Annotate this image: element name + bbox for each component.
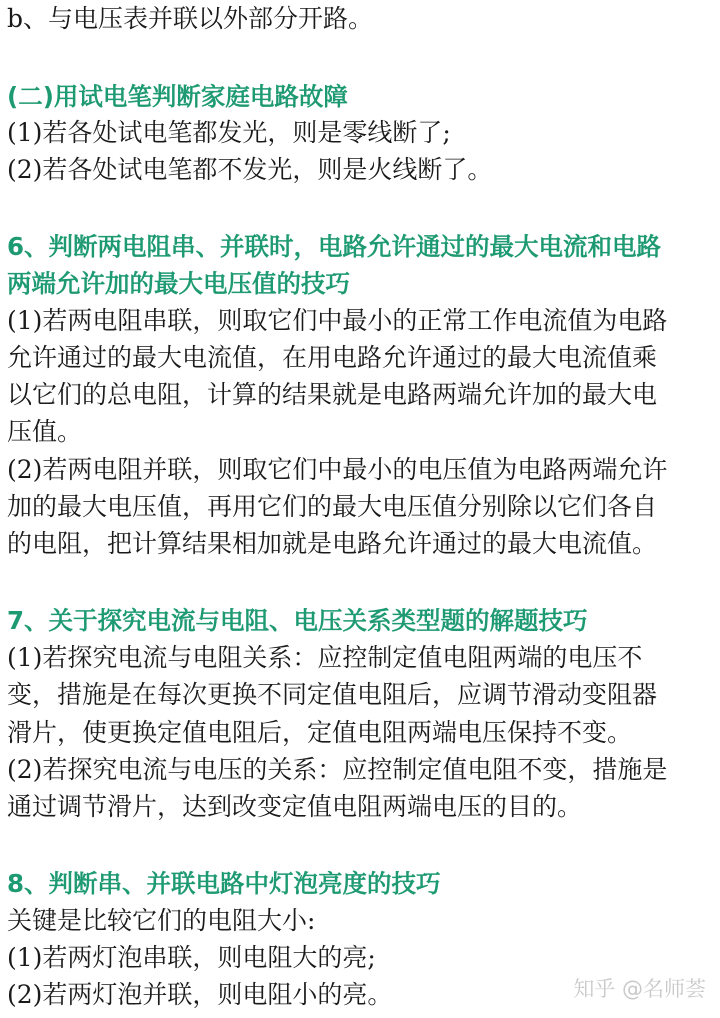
section-6-line-1: (1)若两电阻串联，则取它们中最小的正常工作电流值为电路 bbox=[7, 306, 668, 335]
section-2-item-2: (2)若各处试电笔都不发光，则是火线断了。 bbox=[7, 155, 493, 184]
section-6-heading-line-2: 两端允许加的最大电压值的技巧 bbox=[7, 269, 350, 298]
section-8-heading: 8、判断串、并联电路中灯泡亮度的技巧 bbox=[7, 869, 441, 898]
section-6-line-5: (2)若两电阻并联，则取它们中最小的电压值为电路两端允许 bbox=[7, 455, 668, 484]
section-8-line-2: (1)若两灯泡串联，则电阻大的亮; bbox=[7, 943, 376, 972]
section-6-line-7: 的电阻，把计算结果相加就是电路允许通过的最大电流值。 bbox=[7, 529, 658, 558]
section-7-heading: 7、关于探究电流与电阻、电压关系类型题的解题技巧 bbox=[7, 606, 588, 635]
intro-line: b、与电压表并联以外部分开路。 bbox=[7, 4, 374, 33]
section-7-line-1: (1)若探究电流与电阻关系：应控制定值电阻两端的电压不 bbox=[7, 643, 643, 672]
section-2-item-1: (1)若各处试电笔都发光，则是零线断了; bbox=[7, 118, 451, 147]
section-7-line-2: 变，措施是在每次更换不同定值电阻后，应调节滑动变阻器 bbox=[7, 680, 658, 709]
section-2-heading: (二)用试电笔判断家庭电路故障 bbox=[7, 82, 348, 111]
section-6-line-6: 加的最大电压值，再用它们的最大电压值分别除以它们各自 bbox=[7, 492, 658, 521]
section-8-line-3: (2)若两灯泡并联，则电阻小的亮。 bbox=[7, 980, 393, 1009]
section-6-line-2: 允许通过的最大电流值，在用电路允许通过的最大电流值乘 bbox=[7, 343, 658, 372]
section-7-line-3: 滑片，使更换定值电阻后，定值电阻两端电压保持不变。 bbox=[7, 718, 633, 747]
section-8-line-1: 关键是比较它们的电阻大小: bbox=[7, 906, 316, 935]
section-7-line-4: (2)若探究电流与电压的关系：应控制定值电阻不变，措施是 bbox=[7, 755, 668, 784]
section-6-heading-line-1: 6、判断两电阻串、并联时，电路允许通过的最大电流和电路 bbox=[7, 232, 662, 261]
zhihu-watermark: 知乎 @名师荟 bbox=[573, 977, 706, 1001]
section-6-line-3: 以它们的总电阻，计算的结果就是电路两端允许加的最大电 bbox=[7, 380, 658, 409]
section-6-line-4: 压值。 bbox=[7, 417, 83, 446]
section-7-line-5: 通过调节滑片，达到改变定值电阻两端电压的目的。 bbox=[7, 792, 583, 821]
